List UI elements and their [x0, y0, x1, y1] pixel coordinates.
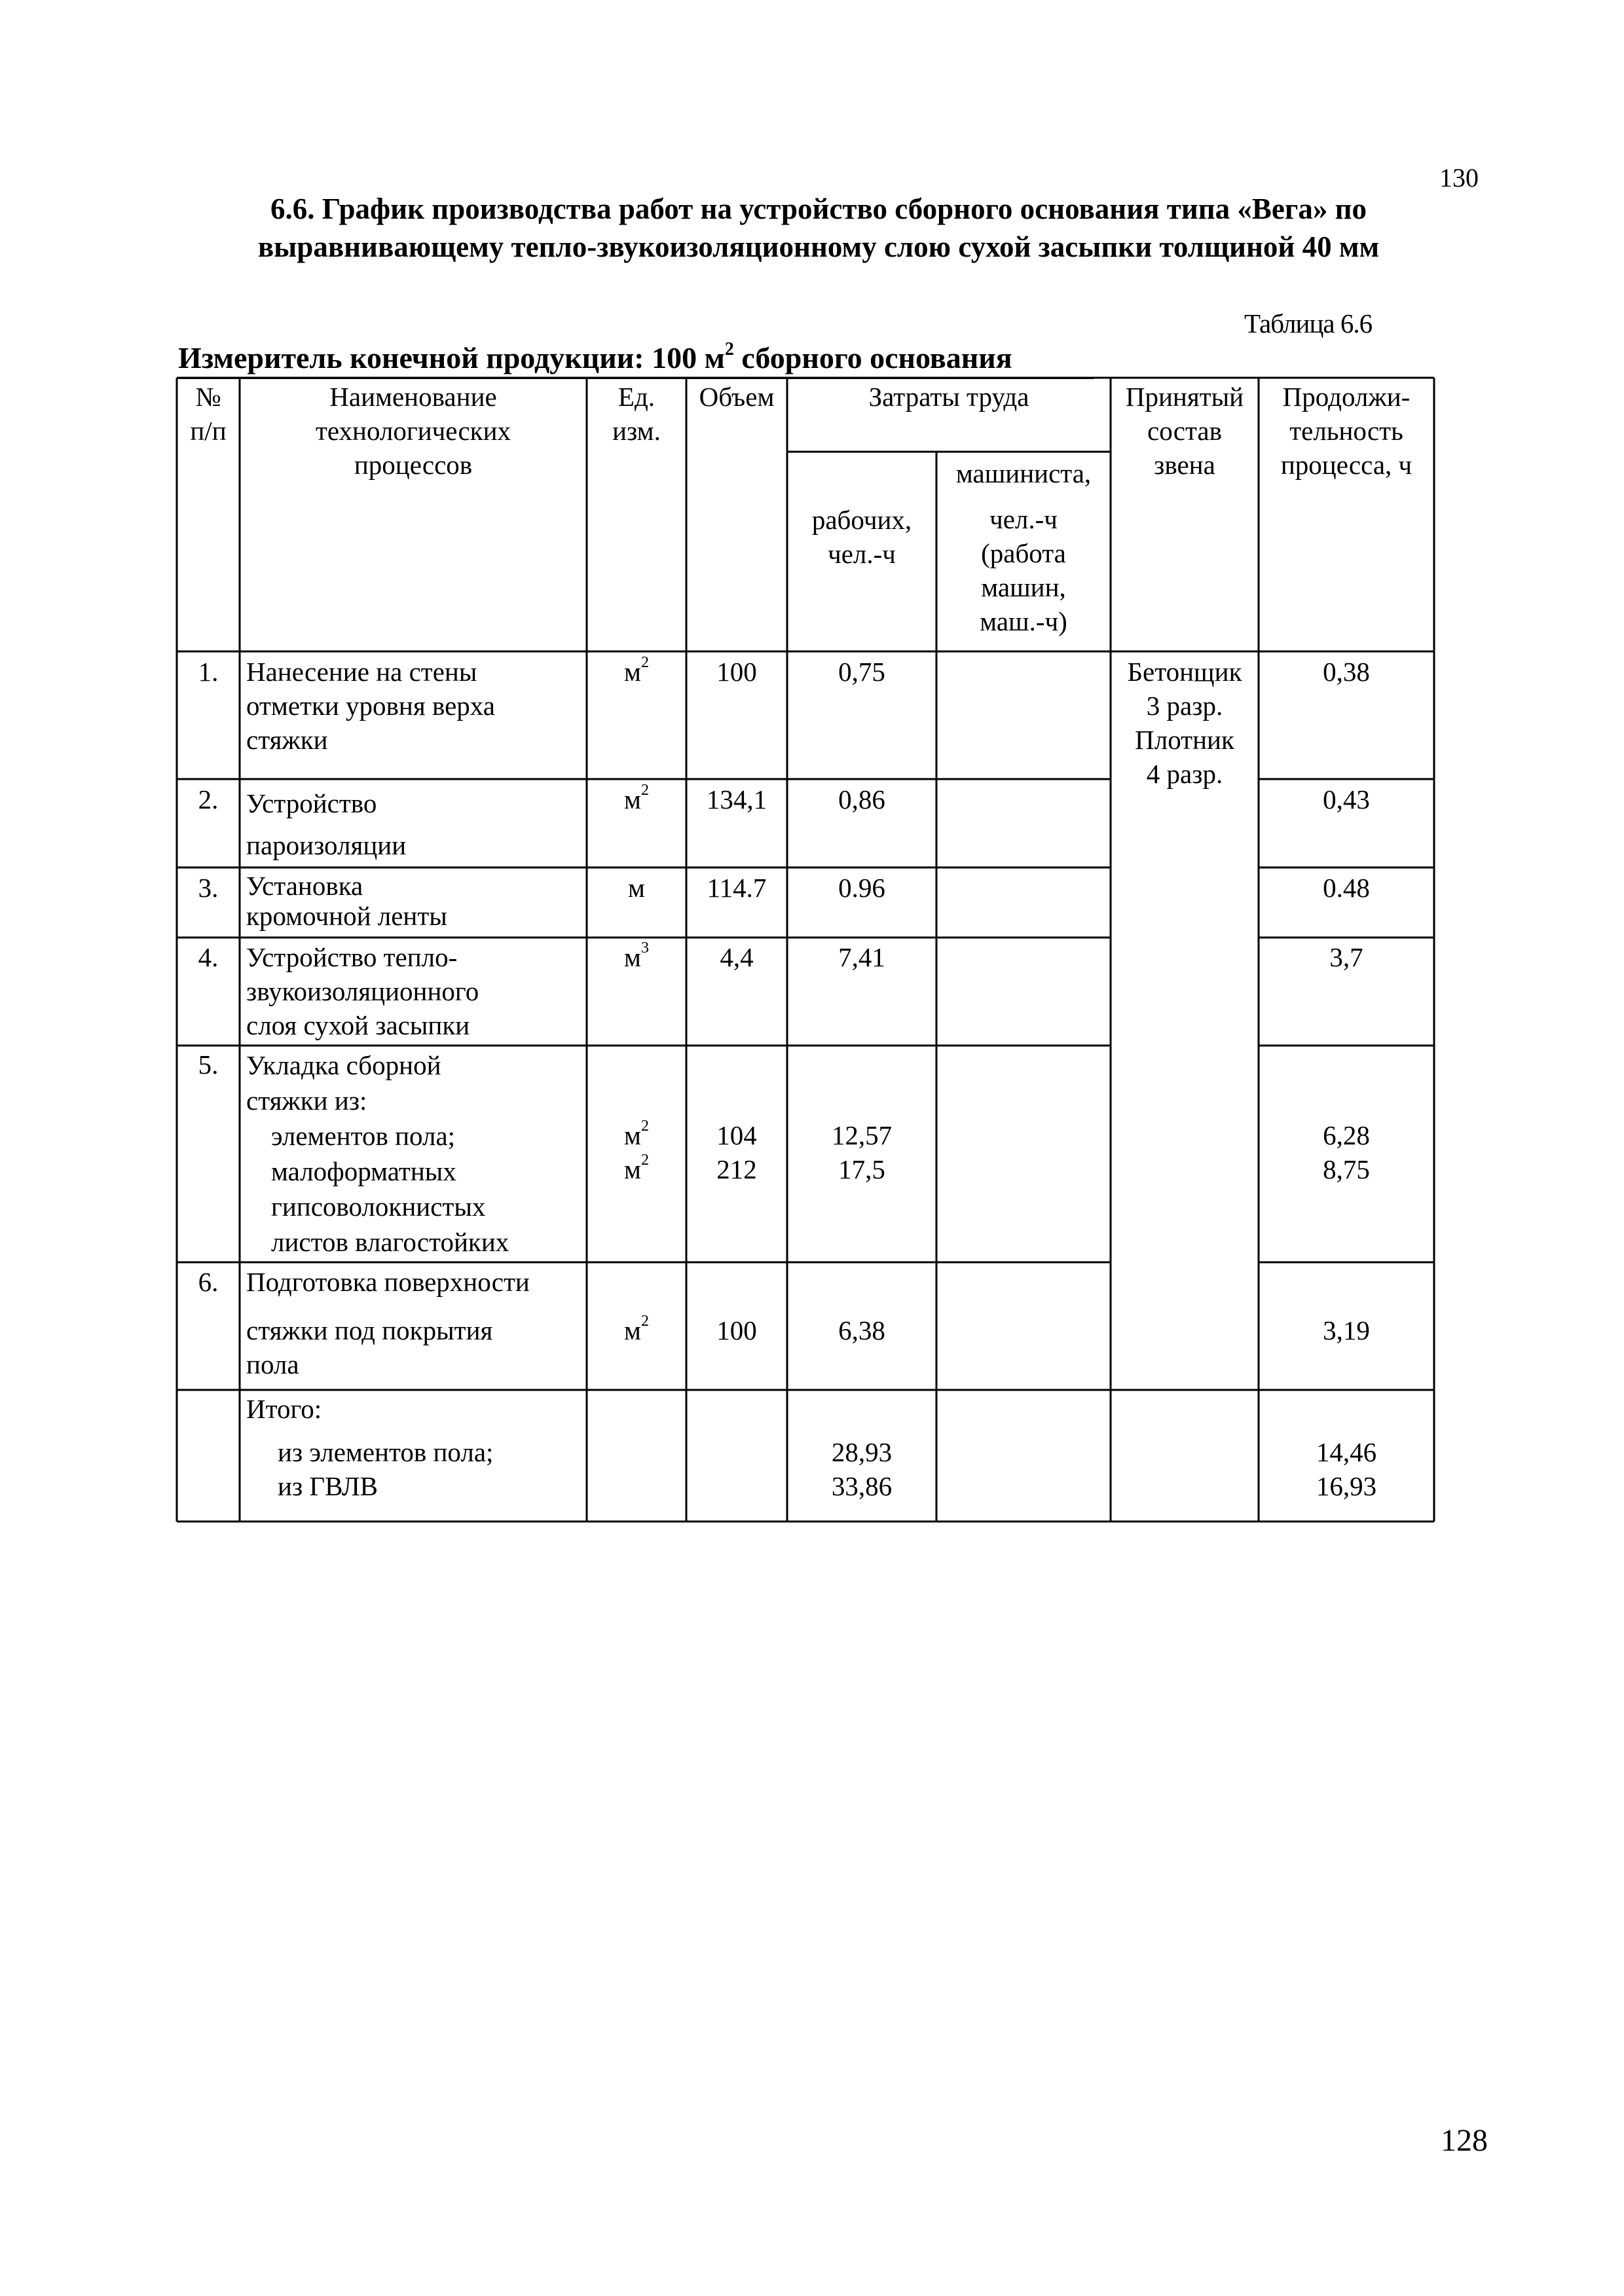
crew-line2: 3 разр. [1146, 691, 1223, 721]
row-duration: 0,43 [1323, 784, 1370, 814]
total-duration-1: 14,46 [1316, 1437, 1377, 1467]
header-process-name [240, 380, 587, 482]
header-duration [1259, 380, 1434, 482]
row-number: 2. [198, 784, 219, 814]
unit-sup: 2 [640, 782, 649, 799]
crew-line1: Бетонщик [1127, 657, 1242, 687]
header-number [177, 380, 240, 448]
row-duration: 0,38 [1323, 657, 1370, 687]
row-volume [686, 1118, 787, 1186]
header-mach-line2: чел.-ч [989, 504, 1058, 534]
row-process-name [246, 940, 583, 1042]
crew-composition [1111, 655, 1259, 791]
header-crew [1111, 380, 1259, 482]
title-line-2: выравнивающему тепло-звукоизоляционному слою сухой засыпки толщиной 40 мм [257, 230, 1380, 263]
name-line: стяжки [246, 725, 328, 755]
name-line: кромочной ленты [246, 901, 447, 931]
duration-sub-1: 6,28 [1323, 1120, 1370, 1150]
total-block [246, 1392, 583, 1503]
header-workers-line1: рабочих, [811, 505, 912, 535]
total-workers [787, 1435, 936, 1503]
row-duration: 3,19 [1323, 1315, 1370, 1345]
name-line: Установка [246, 871, 363, 901]
unit-sub-1 [587, 1118, 686, 1152]
row-number: 1. [198, 657, 219, 687]
row-duration [1259, 1118, 1434, 1186]
unit-sup: 3 [640, 939, 649, 957]
unit-sup: 2 [640, 654, 649, 671]
name-line: слоя сухой засыпки [246, 1010, 470, 1040]
row-unit [587, 655, 686, 689]
row-unit: м [628, 873, 645, 903]
header-dur-line1: Продолжи- [1282, 382, 1411, 412]
total-duration [1259, 1435, 1434, 1503]
header-mach-line3: (работа [981, 538, 1066, 568]
unit-text: м [624, 657, 641, 687]
header-unit-line2: изм. [612, 416, 661, 446]
measure-sup: 2 [724, 339, 734, 359]
crew-line3: Плотник [1135, 725, 1234, 755]
volume-sub-2: 212 [716, 1154, 757, 1184]
unit-text: м [624, 942, 641, 972]
total-duration-2: 16,93 [1316, 1471, 1377, 1501]
row-workers [787, 1118, 936, 1186]
header-volume: Объем [699, 382, 775, 412]
row-duration: 0.48 [1323, 873, 1370, 903]
name-line: гипсоволокнистых [271, 1192, 486, 1222]
row-workers: 6,38 [838, 1315, 885, 1345]
name-line: Укладка сборной [246, 1050, 441, 1080]
header-workers-line2: чел.-ч [828, 539, 896, 569]
row-workers: 0.96 [838, 873, 885, 903]
header-dur-line2: тельность [1289, 416, 1403, 446]
name-line: малоформатных [271, 1156, 456, 1186]
total-label: Итого: [246, 1394, 322, 1424]
unit-text: м [624, 784, 641, 814]
unit-sup: 2 [640, 1313, 649, 1330]
header-crew-line3: звена [1154, 450, 1215, 480]
name-line: стяжки из: [246, 1085, 367, 1116]
header-name-line3: процессов [354, 450, 473, 480]
name-line: Устройство [246, 788, 377, 818]
crew-line4: 4 разр. [1146, 759, 1223, 789]
unit-sup: 2 [640, 1118, 649, 1135]
row-volume: 114.7 [707, 873, 767, 903]
row-volume: 134,1 [706, 784, 767, 814]
duration-sub-2: 8,75 [1323, 1154, 1370, 1184]
header-unit [587, 380, 686, 448]
header-crew-line1: Принятый [1125, 382, 1244, 412]
total-workers-2: 33,86 [831, 1471, 893, 1501]
name-line: Устройство тепло- [246, 942, 458, 972]
unit-text: м [624, 1154, 641, 1184]
total-line: из ГВЛВ [278, 1471, 378, 1501]
volume-sub-1: 104 [716, 1120, 757, 1150]
unit-text: м [624, 1315, 641, 1345]
name-line: Подготовка поверхности [246, 1267, 530, 1297]
name-line: листов влагостойких [271, 1227, 509, 1257]
row-volume: 100 [716, 657, 757, 687]
total-workers-1: 28,93 [831, 1437, 893, 1467]
name-line: отметки уровня верха [246, 691, 495, 721]
measure-rest: сборного основания [733, 341, 1012, 374]
header-dur-line3: процесса, ч [1280, 450, 1412, 480]
row-unit [587, 782, 686, 816]
row-unit [587, 940, 686, 974]
header-crew-line2: состав [1147, 416, 1222, 446]
header-number-line1: № [195, 382, 221, 412]
row-process-name [246, 871, 583, 931]
row-unit [587, 1313, 686, 1347]
row-process-name [246, 782, 583, 866]
row-process-name [246, 655, 583, 757]
header-name-line1: Наименование [329, 382, 497, 412]
row-number: 5. [198, 1049, 219, 1080]
workers-sub-2: 17,5 [838, 1154, 885, 1184]
row-process-name [246, 1048, 583, 1260]
header-name-line2: технологических [315, 416, 511, 446]
row-workers: 0,75 [838, 657, 885, 687]
title-line-1: 6.6. График производства работ на устройство сборного основания типа «Вега» по [270, 192, 1367, 225]
name-line: звукоизоляционного [246, 976, 479, 1006]
header-mach-line4: машин, [981, 572, 1066, 602]
row-workers: 0,86 [838, 784, 885, 814]
table-label: Таблица 6.6 [1244, 308, 1373, 338]
total-line: из элементов пола; [278, 1437, 494, 1467]
row-number: 6. [198, 1267, 219, 1297]
header-unit-line1: Ед. [618, 382, 655, 412]
header-number-line2: п/п [190, 416, 227, 446]
page-number-bottom: 128 [1441, 2123, 1488, 2158]
header-workers [787, 503, 936, 571]
page-number-top: 130 [1439, 163, 1479, 192]
name-line: пола [246, 1349, 299, 1379]
unit-text: м [624, 1120, 641, 1150]
measure-text: Измеритель конечной продукции: 100 м [178, 341, 725, 374]
row-workers: 7,41 [838, 942, 885, 972]
name-line: Нанесение на стены [246, 657, 477, 687]
row-duration: 3,7 [1329, 942, 1363, 972]
row-process-name [246, 1265, 583, 1381]
workers-sub-1: 12,57 [831, 1120, 893, 1150]
row-volume: 4,4 [720, 942, 754, 972]
unit-sup: 2 [640, 1152, 649, 1169]
header-mach-line5: маш.-ч) [980, 606, 1067, 636]
header-labor: Затраты труда [868, 382, 1029, 412]
name-line: пароизоляции [246, 830, 407, 860]
row-number: 3. [198, 873, 219, 903]
row-volume: 100 [716, 1315, 757, 1345]
name-line: стяжки под покрытия [246, 1315, 493, 1345]
name-line: элементов пола; [271, 1121, 456, 1151]
header-mach-line1: машиниста, [955, 458, 1092, 488]
row-unit [587, 1118, 686, 1186]
row-number: 4. [198, 942, 219, 972]
header-machinist [936, 456, 1111, 638]
unit-sub-2 [587, 1152, 686, 1186]
